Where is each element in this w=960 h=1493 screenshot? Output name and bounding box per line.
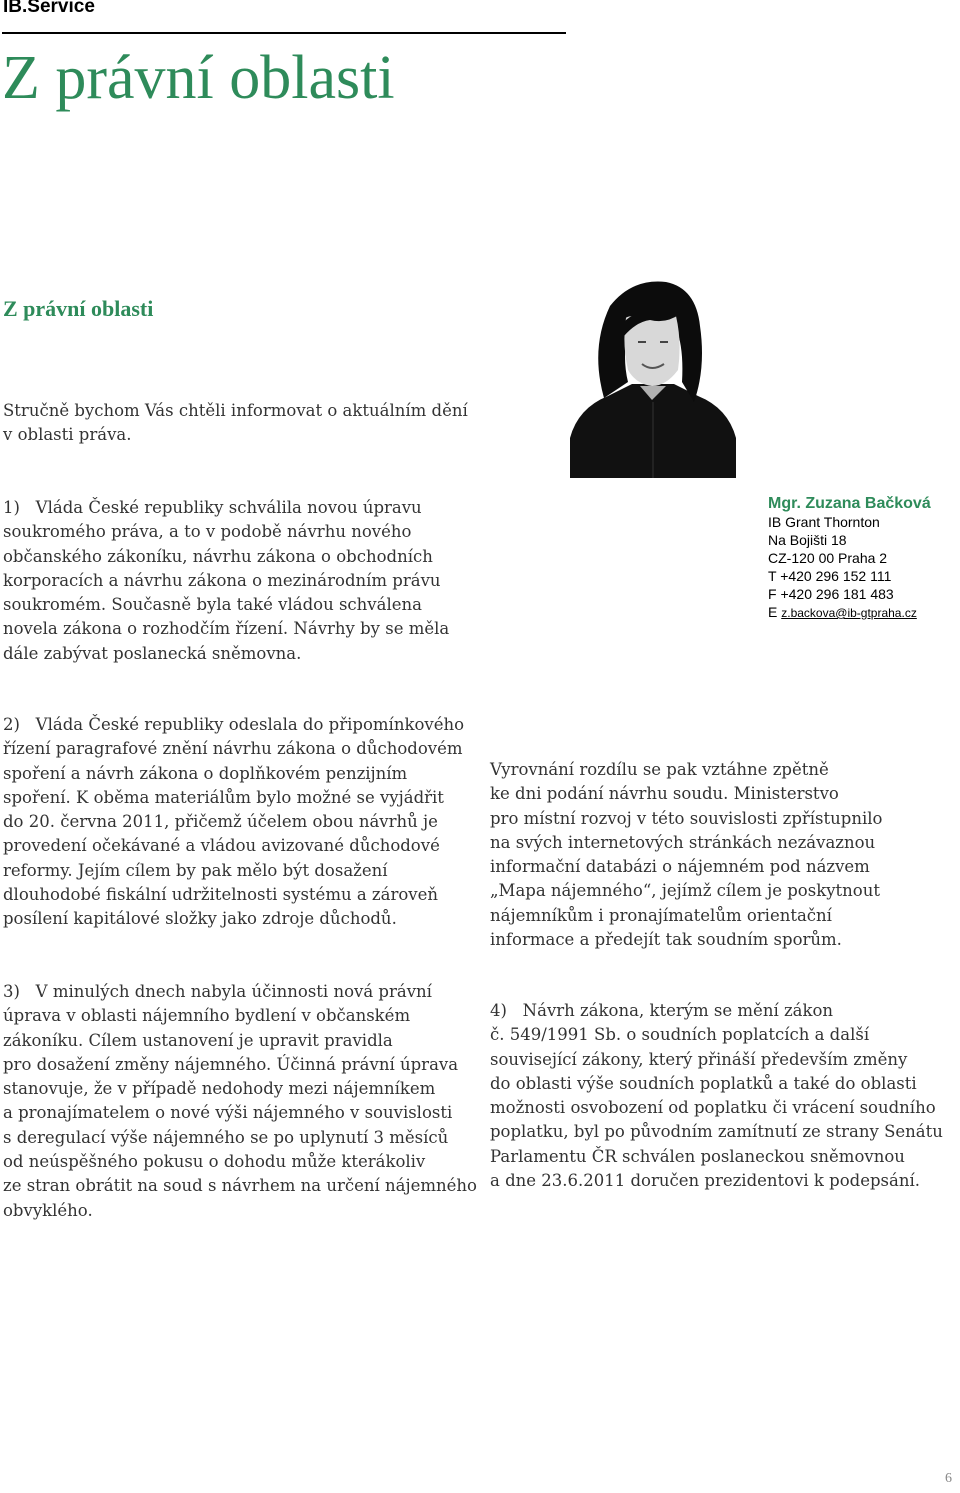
contact-street: Na Bojišti 18 (768, 532, 847, 548)
news-item-2: 2) Vláda České republiky odeslala do připomínkového řízení paragrafové znění návrhu zákona o důchodovém spoření a návrh zákona o doplňkovém penzijním spoření. K oběma materiálům bylo možné se vyjádřit do 20. června 2011, přičemž účelem obou návrhů je provedení očekávané a vládou avizované důchodové reformy. Jejím cílem by pak mělo být dosažení dlouhodobé fiskální udržitelnosti systému a zároveň posílení kapitálové složky jako zdroje důchodů. (3, 715, 465, 929)
news-item-3-continued: Vyrovnání rozdílu se pak vztáhne zpětně ke dni podání návrhu soudu. Ministerstvo pro místní rozvoj v této souvislosti zpřístupnilo na svých internetových stránkách nezávaznou informační databázi o nájemném pod názvem „Mapa nájemného“, jejímž cílem je poskytnout nájemníkům i pronajímatelům orientační informace a předejít tak soudním sporům. (490, 760, 883, 950)
contact-company: IB Grant Thornton (768, 514, 880, 530)
contact-phone: T +420 296 152 111 (768, 568, 892, 584)
contact-fax: F +420 296 181 483 (768, 586, 894, 602)
contact-email-row (768, 603, 931, 622)
intro-paragraph: Stručně bychom Vás chtěli informovat o aktuálním dění v oblasti práva. (3, 401, 468, 445)
section-title: Z právní oblasti (3, 296, 154, 321)
contact-card (768, 495, 931, 622)
page-title: Z právní oblasti (2, 44, 395, 112)
contact-email-link[interactable]: z.backova@ib-gtpraha.cz (781, 606, 917, 620)
page-number: 6 (945, 1471, 952, 1486)
header-divider (2, 32, 566, 34)
contact-name: Mgr. Zuzana Bačková (768, 495, 931, 512)
contact-email-prefix: E (768, 604, 782, 620)
contact-city: CZ-120 00 Praha 2 (768, 550, 888, 566)
author-portrait-photo (570, 278, 736, 478)
news-item-3: 3) V minulých dnech nabyla účinnosti nová právní úprava v oblasti nájemního bydlení v občanském zákoníku. Cílem ustanovení je upravit pravidla pro dosažení změny nájemného. Účinná právní úprava stanovuje, že v případě nedohody mezi nájemníkem a pronajímatelem o nové výši nájemného v souvislosti s deregulací výše nájemného se po uplynutí 3 měsíců od neúspěšného pokusu o dohodu může kterákoliv ze stran obrátit na soud s návrhem na určení nájemného obvyklého. (3, 982, 477, 1220)
brand-logo: IB.Service (3, 0, 95, 17)
news-item-1: 1) Vláda České republiky schválila novou úpravu soukromého práva, a to v podobě návrhu nového občanského zákoníku, návrhu zákona o obchodních korporacích a návrhu zákona o mezinárodním právu soukromém. Současně byla také vládou schválena novela zákona o rozhodčím řízení. Návrhy by se měla dále zabývat poslanecká sněmovna. (3, 498, 450, 663)
news-item-4: 4) Návrh zákona, kterým se mění zákon č. 549/1991 Sb. o soudních poplatcích a další související zákony, který přináší především změny do oblasti výše soudních poplatků a také do oblasti možnosti osvobození od poplatku či vrácení soudního poplatku, byl po původním zamítnutí ze strany Senátu Parlamentu ČR schválen poslaneckou sněmovnou a dne 23.6.2011 doručen prezidentovi k podepsání. (490, 1001, 943, 1191)
